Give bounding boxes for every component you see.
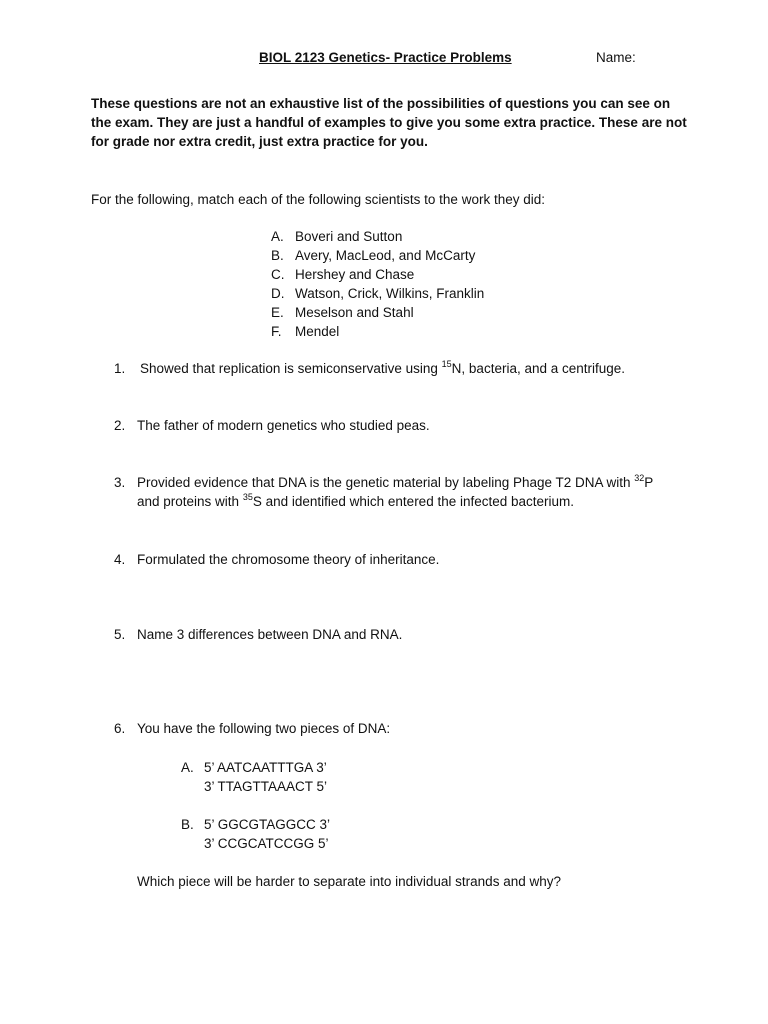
- question-text-part: P and proteins with: [137, 475, 654, 509]
- choice-text: Avery, MacLeod, and McCarty: [295, 248, 476, 263]
- choice-letter: C.: [271, 267, 285, 282]
- closing-question: Which piece will be harder to separate into individual strands and why?: [137, 874, 561, 889]
- question-1: [114, 359, 670, 378]
- question-6: [114, 719, 667, 738]
- question-text-part: S and identified which entered the infected bacterium.: [252, 494, 575, 509]
- question-number: 4.: [114, 552, 126, 567]
- isotope-superscript: 35: [242, 491, 253, 502]
- question-number: 5.: [114, 627, 126, 642]
- question-text-part: Provided evidence that DNA is the genetic material by labeling Phage T2 DNA with: [137, 475, 635, 490]
- isotope-superscript: 32: [634, 472, 645, 483]
- question-text: [137, 359, 670, 378]
- question-4: [114, 550, 667, 569]
- dna-strand-bottom: 3’ TTAGTTAAACT 5’: [204, 779, 328, 794]
- intro-paragraph: These questions are not an exhaustive list of the possibilities of questions you can see on the exam. They are just a handful of examples to give you some extra practice. These are not for grade nor extra credit, just extra practice for you.: [91, 96, 687, 149]
- choice-a: [271, 227, 484, 246]
- question-text-part: Showed that replication is semiconservative using: [140, 361, 442, 376]
- question-text-part: N, bacteria, and a centrifuge.: [451, 361, 626, 376]
- choice-text: Boveri and Sutton: [295, 229, 403, 244]
- dna-strand-bottom: 3’ CCGCATCCGG 5’: [204, 836, 329, 851]
- question-5: [114, 625, 667, 644]
- question-text: Formulated the chromosome theory of inheritance.: [137, 552, 440, 567]
- dna-piece-a: [181, 758, 327, 796]
- question-3: [114, 473, 665, 511]
- choice-letter: B.: [271, 248, 284, 263]
- choice-text: Meselson and Stahl: [295, 305, 414, 320]
- question-text: You have the following two pieces of DNA:: [137, 721, 391, 736]
- question-number: 1.: [114, 361, 126, 376]
- match-prompt: For the following, match each of the following scientists to the work they did:: [91, 192, 545, 207]
- question-number: 3.: [114, 475, 126, 490]
- choice-letter: E.: [271, 305, 284, 320]
- question-number: 6.: [114, 721, 126, 736]
- choice-f: [271, 322, 484, 341]
- isotope-superscript: 15: [441, 358, 452, 369]
- question-number: 2.: [114, 418, 126, 433]
- question-text: [137, 473, 665, 511]
- choice-e: [271, 303, 484, 322]
- choice-letter: F.: [271, 324, 282, 339]
- choice-text: Mendel: [295, 324, 340, 339]
- dna-piece-letter: B.: [181, 817, 194, 832]
- choice-b: [271, 246, 484, 265]
- question-2: [114, 416, 667, 435]
- choice-letter: A.: [271, 229, 284, 244]
- name-label: Name:: [596, 50, 636, 65]
- choice-letter: D.: [271, 286, 285, 301]
- dna-strand-top: 5’ AATCAATTTGA 3’: [204, 760, 327, 775]
- dna-piece-b: [181, 815, 330, 853]
- choice-text: Watson, Crick, Wilkins, Franklin: [295, 286, 485, 301]
- question-text: The father of modern genetics who studied peas.: [137, 418, 430, 433]
- choice-c: [271, 265, 484, 284]
- choice-text: Hershey and Chase: [295, 267, 415, 282]
- dna-strand-top: 5’ GGCGTAGGCC 3’: [204, 817, 331, 832]
- dna-piece-letter: A.: [181, 760, 194, 775]
- scientist-choice-list: [271, 227, 484, 341]
- document-title: BIOL 2123 Genetics- Practice Problems: [259, 50, 512, 65]
- choice-d: [271, 284, 484, 303]
- question-text: Name 3 differences between DNA and RNA.: [137, 627, 403, 642]
